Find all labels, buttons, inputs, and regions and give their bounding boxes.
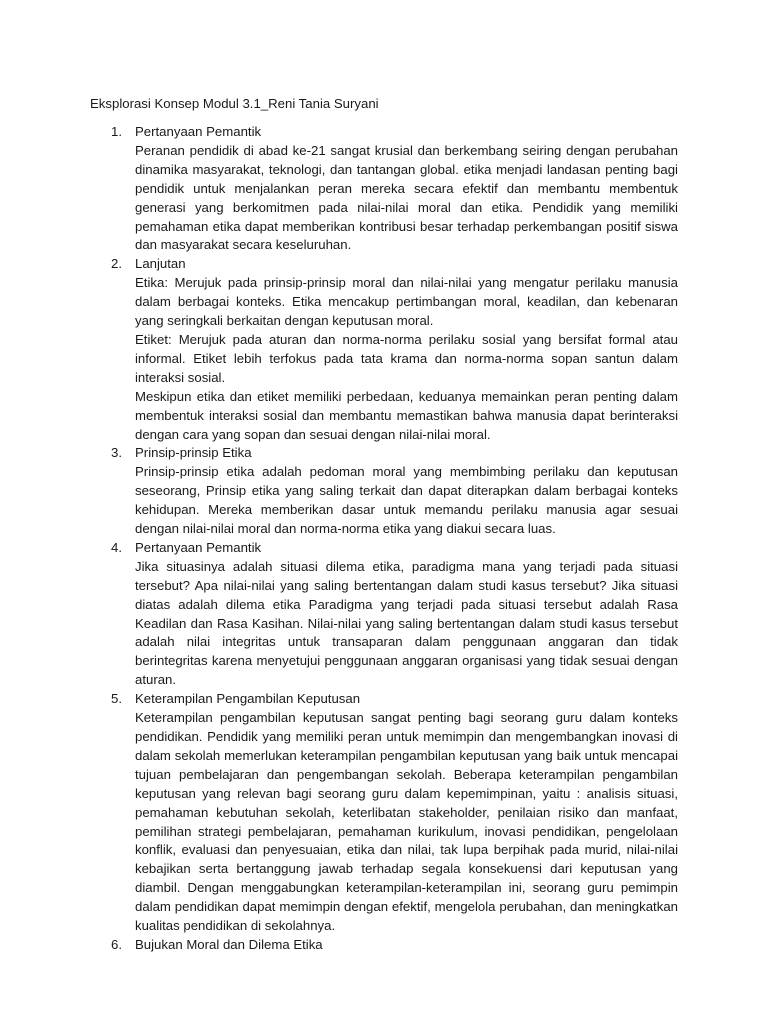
item-paragraph: Keterampilan pengambilan keputusan sangat penting bagi seorang guru dalam konteks pendidikan. Pendidik yang memiliki peran untuk memimpin dan mengembangkan inovasi di dalam sekolah memerlukan keterampilan pengambilan keputusan yang baik untuk mencapai tujuan pembelajaran dan pengembangan sekolah. Beberapa keterampilan pengambilan keputusan yang relevan bagi seorang guru dalam kepemimpinan, yaitu : analisis situasi, pemahaman kebutuhan sekolah, keterlibatan stakeholder, penilaian risiko dan manfaat, pemilihan strategi pembelajaran, pemahaman kurikulum, inovasi pendidikan, pengelolaan konflik, evaluasi dan penyesuaian, etika dan nilai, tak lupa berpihak pada murid, nilai-nilai kebajikan serta bertanggung jawab terhadap segala konsekuensi dari keputusan yang diambil. Dengan menggabungkan keterampilan-keterampilan ini, seorang guru pemimpin dalam pendidikan dapat memimpin dengan efektif, mengelola perubahan, dan meningkatkan kualitas pendidikan di sekolahnya. <box>135 710 678 934</box>
item-heading: Keterampilan Pengambilan Keputusan <box>135 691 361 707</box>
list-item <box>90 936 678 955</box>
item-paragraph: Meskipun etika dan etiket memiliki perbedaan, keduanya memainkan peran penting dalam membentuk interaksi sosial dan membantu memastikan bahwa manusia dapat berinteraksi dengan cara yang sopan dan sesuai dengan nilai-nilai moral. <box>135 388 678 442</box>
list-item <box>90 255 678 444</box>
list-item <box>90 444 678 539</box>
item-heading: Lanjutan <box>135 256 186 272</box>
item-number: 3. <box>111 445 122 461</box>
list-item <box>90 123 678 255</box>
item-paragraph: Etika: Merujuk pada prinsip-prinsip moral dan nilai-nilai yang mengatur perilaku manusia dalam berbagai konteks. Etika mencakup pertimbangan moral, keadilan, dan kebenaran yang seringkali berkaitan dengan keputusan moral. <box>135 275 678 329</box>
item-number: 4. <box>111 539 122 555</box>
item-heading: Prinsip-prinsip Etika <box>135 445 252 461</box>
item-paragraph: Peranan pendidik di abad ke-21 sangat krusial dan berkembang seiring dengan perubahan dinamika masyarakat, teknologi, dan tantangan global. etika menjadi landasan penting bagi pendidik untuk menjalankan peran mereka secara efektif dan membantu membentuk generasi yang berkomitmen pada nilai-nilai moral dan etika. Pendidik yang memiliki pemahaman etika dapat memberikan kontribusi besar terhadap perkembangan positif siswa dan masyarakat secara keseluruhan. <box>135 142 678 253</box>
item-heading: Bujukan Moral dan Dilema Etika <box>135 936 323 952</box>
item-number: 5. <box>111 691 122 707</box>
numbered-list <box>90 123 678 955</box>
item-heading: Pertanyaan Pemantik <box>135 124 262 139</box>
item-number: 2. <box>111 256 122 272</box>
item-paragraph: Prinsip-prinsip etika adalah pedoman moral yang membimbing perilaku dan keputusan seseorang, Prinsip etika yang saling terkait dan dapat diterapkan dalam berbagai konteks kehidupan. Mereka memberikan dasar untuk memandu perilaku manusia agar sesuai dengan nilai-nilai moral dan norma-norma etika yang diakui secara luas. <box>135 464 678 537</box>
item-paragraph: Jika situasinya adalah situasi dilema etika, paradigma mana yang terjadi pada situasi tersebut? Apa nilai-nilai yang saling bertentangan dalam studi kasus tersebut? Jika situasi diatas adalah dilema etika Paradigma yang terjadi pada situasi tersebut adalah Rasa Keadilan dan Rasa Kasihan. Nilai-nilai yang saling bertentangan dalam studi kasus tersebut adalah nilai integritas untuk transaparan dalam penggunaan anggaran dan tidak berintegritas karena menyetujui penggunaan anggaran organisasi yang tidak sesuai dengan aturan. <box>135 558 678 688</box>
document-title: Eksplorasi Konsep Modul 3.1_Reni Tania Suryani <box>90 96 379 111</box>
list-item <box>90 539 678 690</box>
list-item <box>90 690 678 936</box>
item-heading: Pertanyaan Pemantik <box>135 539 262 555</box>
item-paragraph: Etiket: Merujuk pada aturan dan norma-norma perilaku sosial yang bersifat formal atau informal. Etiket lebih terfokus pada tata krama dan norma-norma sopan santun dalam interaksi sosial. <box>135 331 678 385</box>
item-number: 6. <box>111 936 122 952</box>
item-number: 1. <box>111 124 122 139</box>
